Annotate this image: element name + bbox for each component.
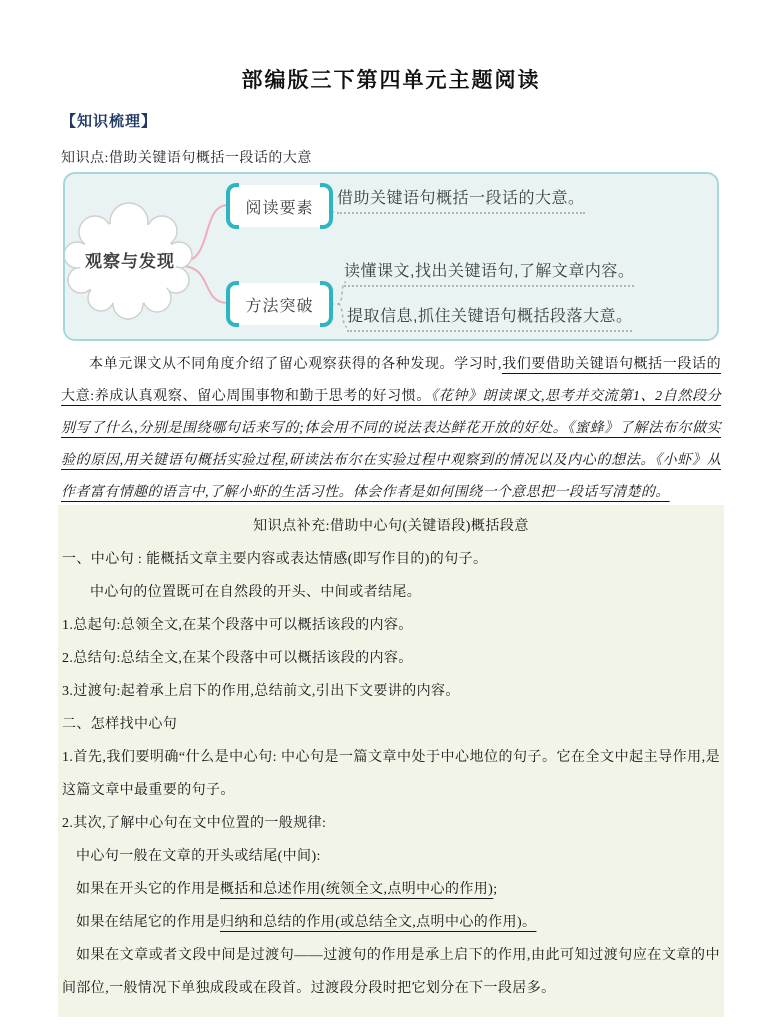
supplement-line: 一、中心句 : 能概括文章主要内容或表达情感(即写作目的)的句子。 [62, 552, 488, 567]
mindmap-node-reading-element [230, 185, 329, 227]
bracket-right-icon [320, 281, 333, 327]
page-title: 部编版三下第四单元主题阅读 [241, 68, 541, 92]
supplement-title: 知识点补充:借助中心句(关键语段)概括段意 [253, 519, 529, 534]
supplement-line: 2.其次,了解中心句在文中位置的一般规律: [62, 816, 327, 831]
mindmap-node-method-breakthrough [230, 283, 329, 325]
mindmap-bubble-main-idea: 借助关键语句概括一段话的大意。 [337, 185, 585, 214]
bracket-left-icon [226, 183, 239, 229]
supplement-line: 2.总结句:总结全文,在某个段落中可以概括该段的内容。 [62, 651, 413, 666]
mindmap-bubble-extract-info: 提取信息,抓住关键语句概括段落大意。 [347, 303, 632, 332]
supplement-line: 1.首先,我们要明确“什么是中心句: 中心句是一篇文章中处于中心地位的句子。它在全文中起主导作用,是这篇文章中最重要的句子。 [62, 750, 720, 798]
supplement-line: 3.过渡句:起着承上启下的作用,总结前文,引出下文要讲的内容。 [62, 684, 460, 699]
mindmap-node-label: 方法突破 [245, 297, 314, 315]
supplement-line: 如果在文章或者文段中间是过渡句——过渡句的作用是承上启下的作用,由此可知过渡句应在文章的中间部位,一般情况下单独成段或在段首。过渡段分段时把它划分在下一段居多。 [62, 948, 720, 996]
knowledge-point-line: 知识点:借助关键语句概括一段话的大意 [61, 151, 312, 166]
bracket-right-icon [320, 183, 333, 229]
supplement-line: 如果在结尾它的作用是归纳和总结的作用(或总结全文,点明中心的作用)。 [76, 915, 537, 930]
intro-segment-normal: 本单元课文从不同角度介绍了留心观察获得的各种发现。学习时, [89, 357, 502, 372]
intro-segment-underlined: 我们要借助关键语句概括一段话的大意:养成认真观察、留心周围事物和勤于思考的好习惯。 [61, 357, 721, 404]
supplement-line: 1.总起句:总领全文,在某个段落中可以概括该段的内容。 [62, 618, 413, 633]
bracket-left-icon [226, 281, 239, 327]
mindmap-root-label: 观察与发现 [85, 252, 175, 271]
supplement-line: 中心句的位置既可在自然段的开头、中间或者结尾。 [90, 585, 422, 600]
supplement-box [58, 505, 724, 1017]
mindmap-node-label: 阅读要素 [245, 199, 314, 217]
supplement-line: 如果在开头它的作用是概括和总述作用(统领全文,点明中心的作用); [76, 882, 498, 897]
section-header-knowledge: 【知识梳理】 [61, 114, 158, 130]
intro-segment-underlined-italic: 《花钟》朗读课文,思考并交流第1、2自然段分别写了什么,分别是围绕哪句话来写的;体会用不同的说法表达鲜花开放的好处。《蜜蜂》了解法布尔做实验的原因,用关键语句概括实验过程,研读法布尔在实验过程中观察到的情况以及内心的想法。《小虾》从作者富有情趣的语言中,了解小虾的生活习性。体会作者是如何围绕一个意思把一段话写清楚的。 [61, 389, 721, 500]
mindmap-diagram [63, 172, 719, 341]
mindmap-bubble-read-text: 读懂课文,找出关键语句,了解文章内容。 [344, 258, 634, 287]
supplement-lines [62, 543, 720, 1005]
supplement-line: 中心句一般在文章的开头或结尾(中间): [76, 849, 321, 864]
unit-introduction-paragraph [61, 349, 721, 509]
supplement-line: 二、怎样找中心句 [62, 717, 178, 732]
